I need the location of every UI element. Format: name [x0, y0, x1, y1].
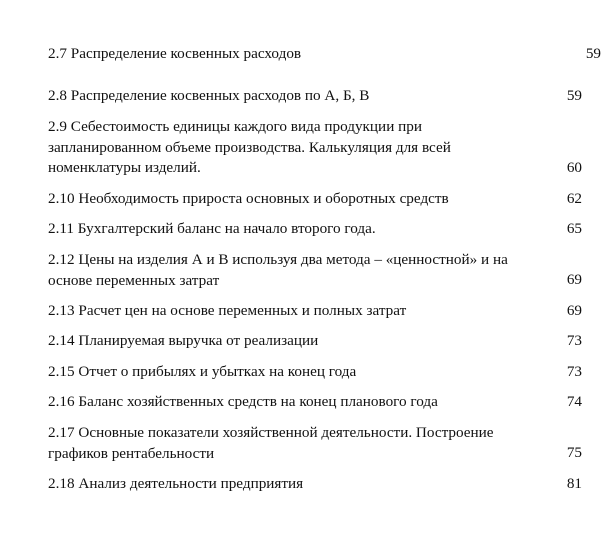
- toc-page-number: 69: [566, 302, 582, 319]
- toc-page-number: 73: [566, 363, 582, 380]
- toc-entry-title-line: 2.12 Цены на изделия А и В используя два метода – «ценностной» и на: [48, 251, 508, 268]
- toc-page-number: 59: [585, 45, 601, 62]
- toc-entry-2-12: [48, 250, 551, 291]
- toc-entry-title: 2.16 Баланс хозяйственных средств на конец планового года: [48, 393, 438, 410]
- toc-entry-title-line: 2.9 Себестоимость единицы каждого вида продукции при: [48, 118, 422, 135]
- toc-entry-2-18: [48, 474, 551, 495]
- toc-page-number: 81: [566, 475, 582, 492]
- toc-entry-title: 2.10 Необходимость прироста основных и оборотных средств: [48, 190, 449, 207]
- toc-page-number: 73: [566, 332, 582, 349]
- toc-entry-2-7: [48, 44, 551, 65]
- toc-entry-title: 2.13 Расчет цен на основе переменных и полных затрат: [48, 302, 407, 319]
- toc-entry-2-8: [48, 86, 551, 107]
- toc-page-number: 60: [566, 159, 582, 176]
- toc-entry-title: 2.15 Отчет о прибылях и убытках на конец года: [48, 363, 357, 380]
- toc-entry-2-14: [48, 331, 551, 352]
- toc-entry-2-10: [48, 189, 551, 210]
- toc-entry-title: 2.8 Распределение косвенных расходов по А, Б, В: [48, 87, 370, 104]
- toc-page-number: 62: [566, 190, 582, 207]
- toc-entry-2-16: [48, 392, 551, 413]
- toc-entry-2-17: [48, 423, 551, 464]
- toc-page-number: 65: [566, 220, 582, 237]
- toc-page-number: 69: [566, 271, 582, 288]
- toc-entry-title: 2.14 Планируемая выручка от реализации: [48, 332, 319, 349]
- toc-page-number: 74: [566, 393, 582, 410]
- toc-entry-title-line: графиков рентабельности: [48, 444, 215, 462]
- toc-entry-title-line: 2.17 Основные показатели хозяйственной деятельности. Построение: [48, 424, 494, 441]
- toc-entry-2-13: [48, 301, 551, 322]
- toc-page-number: 59: [566, 87, 582, 104]
- toc-entry-title: 2.11 Бухгалтерский баланс на начало второго года.: [48, 220, 376, 237]
- toc-entry-2-15: [48, 362, 551, 383]
- toc-entry-2-11: [48, 219, 551, 240]
- toc-entry-2-9: [48, 117, 551, 179]
- toc-entry-title-line: номенклатуры изделий.: [48, 159, 201, 176]
- toc-entry-title-line: запланированном объеме производства. Калькуляция для всей: [48, 138, 451, 156]
- toc-page-number: 75: [566, 444, 582, 461]
- toc-entry-title-line: основе переменных затрат: [48, 271, 220, 289]
- toc-entry-title: 2.7 Распределение косвенных расходов: [48, 45, 302, 62]
- toc-entry-title: 2.18 Анализ деятельности предприятия: [48, 475, 304, 492]
